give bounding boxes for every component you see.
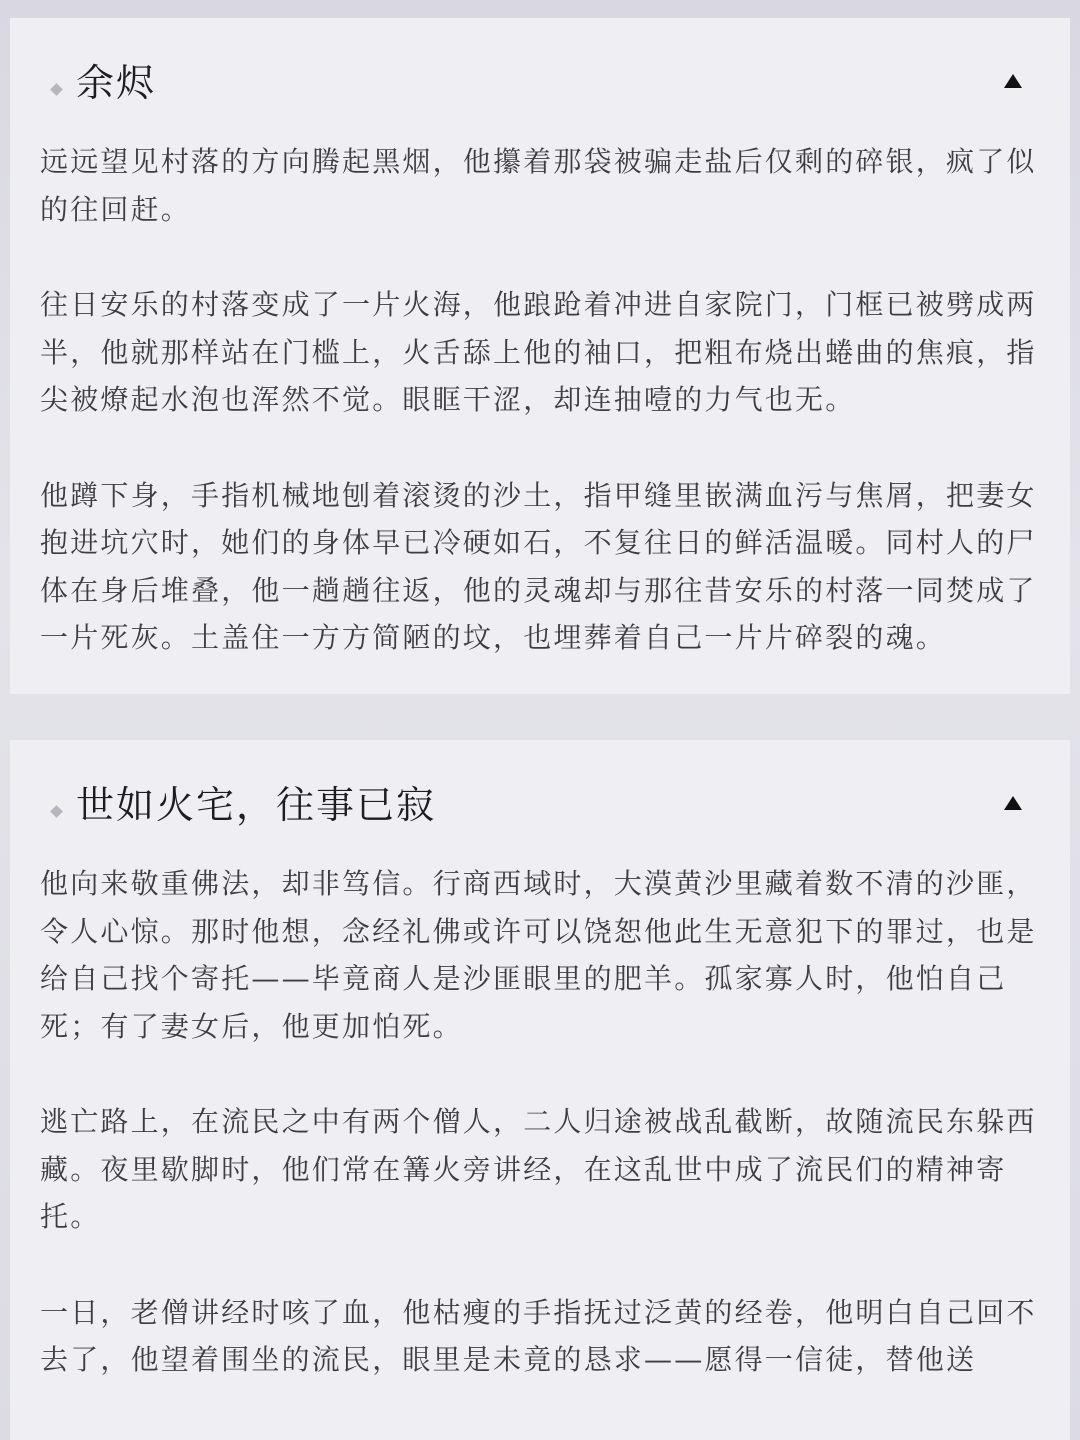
paragraph: 往日安乐的村落变成了一片火海，他踉跄着冲进自家院门，门框已被劈成两半，他就那样站在门槛上，火舌舔上他的袖口，把粗布烧出蜷曲的焦痕，指尖被燎起水泡也浑然不觉。眼眶干涩，却连抽噎的力气也无。 (40, 288, 1037, 416)
paragraph: 远远望见村落的方向腾起黑烟，他攥着那袋被骗走盐后仅剩的碎银，疯了似的往回赶。 (40, 145, 1037, 226)
diamond-bullet-icon (50, 805, 63, 818)
diamond-bullet-icon (50, 83, 63, 96)
section-title: 世如火宅，往事已寂 (76, 783, 437, 827)
section-card-burning-house (10, 740, 1070, 1440)
paragraph: 逃亡路上，在流民之中有两个僧人，二人归途被战乱截断，故随流民东躲西藏。夜里歇脚时，他们常在篝火旁讲经，在这乱世中成了流民们的精神寄托。 (40, 1105, 1037, 1233)
paragraph: 他向来敬重佛法，却非笃信。行商西域时，大漠黄沙里藏着数不清的沙匪，令人心惊。那时他想，念经礼佛或许可以饶恕他此生无意犯下的罪过，也是给自己找个寄托——毕竟商人是沙匪眼里的肥羊。孤家寡人时，他怕自己死；有了妻女后，他更加怕死。 (40, 867, 1037, 1043)
triangle-up-icon[interactable] (1004, 74, 1022, 88)
paragraph: 他蹲下身，手指机械地刨着滚烫的沙土，指甲缝里嵌满血污与焦屑，把妻女抱进坑穴时，她们的身体早已冷硬如石，不复往日的鲜活温暖。同村人的尸体在身后堆叠，他一趟趟往返，他的灵魂却与那往昔安乐的村落一同焚成了一片死灰。土盖住一方方简陋的坟，也埋葬着自己一片片碎裂的魂。 (40, 478, 1037, 654)
section-card-ember (10, 18, 1070, 694)
paragraph: 一日，老僧讲经时咳了血，他枯瘦的手指抚过泛黄的经卷，他明白自己回不去了，他望着围坐的流民，眼里是未竟的恳求——愿得一信徒，替他送 (40, 1295, 1037, 1376)
section-title: 余烬 (76, 61, 157, 105)
section-header[interactable] (40, 740, 1040, 860)
section-body (40, 138, 1040, 662)
section-header[interactable] (40, 18, 1040, 138)
section-body (40, 860, 1040, 1384)
triangle-up-icon[interactable] (1004, 796, 1022, 810)
